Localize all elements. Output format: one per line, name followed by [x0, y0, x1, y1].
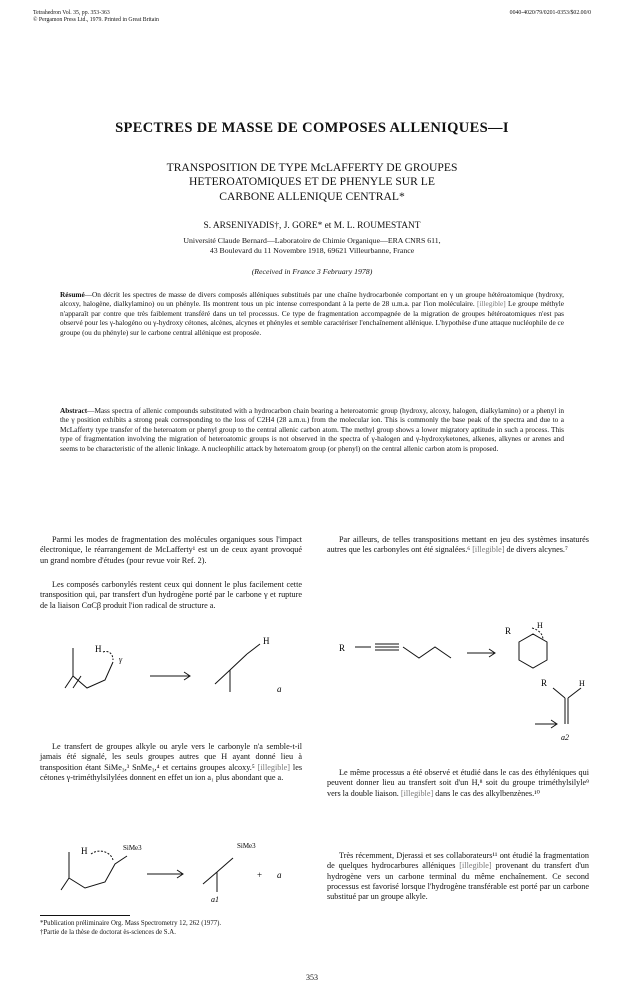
scheme-label: a1: [211, 895, 219, 904]
scheme-label: R: [505, 626, 512, 636]
article-title: SPECTRES DE MASSE DE COMPOSES ALLENIQUES—I: [115, 120, 509, 136]
body-sentence: les cétones γ-triméthylsilylées donnent en effet un ion a₁ plus abondant que a.: [40, 762, 303, 782]
affiliation: [72, 236, 552, 256]
body-paragraph: [40, 580, 302, 611]
article-code: 0040-4020/79/0201-0353/$02.00/0: [509, 10, 591, 16]
footnote-divider: [40, 915, 130, 916]
body-paragraph: [327, 851, 589, 902]
scheme-label: H: [579, 679, 585, 688]
subtitle-line: TRANSPOSITION DE TYPE McLAFFERTY DE GROUPES: [166, 161, 458, 174]
abstract-sentence: —Mass spectra of allenic compounds substituted with a hydrocarbon chain bearing a heteroatomic group (hydroxy, alcoxy, halogen, dialkylamino) or a phenyl in the γ position exhibits a strong peak corresponding to the loss of C2H4 (28 a.m.u.) from the molecular ion.: [60, 406, 564, 425]
body-paragraph: [40, 535, 302, 566]
scheme-label: a: [277, 870, 282, 880]
body-paragraph: [327, 535, 589, 556]
scheme-label: +: [257, 870, 263, 880]
scheme-label: H: [81, 846, 88, 856]
abstract-lead: Abstract: [60, 406, 88, 415]
subtitle-line: HETEROATOMIQUES ET DE PHENYLE SUR LE: [189, 175, 435, 189]
alkyne-allene-scheme: [327, 620, 589, 750]
scheme-label: R: [339, 643, 346, 653]
body-sentence: Parmi les modes de fragmentation des molécules organiques sous l'impact électronique, le réarrangement de McLafferty¹ est un de ceux ayant provoqué un grand nombre d'études (pour revue voir Ref. 2).: [40, 535, 302, 565]
silyl-transfer-scheme: [55, 832, 295, 904]
scheme-label: H: [537, 621, 543, 630]
affiliation-line: Université Claude Bernard—Laboratoire de Chimie Organique—ERA CNRS 611,: [183, 236, 441, 245]
resume-sentence: Le groupe méthyle n'apparaît par contre que très faiblement transféré dans un tel processus.: [60, 299, 565, 318]
journal-line: Tetrahedron Vol. 35, pp. 353-363: [33, 10, 110, 16]
body-sentence: Les composés carbonylés restent ceux qui donnent le plus facilement cette transposition qui, par transfert d'un hydrogène porté par le carbone γ et rupture de la liaison CαCβ produit l'ion radical de structure a.: [40, 580, 302, 610]
subtitle-line: CARBONE ALLENIQUE CENTRAL*: [219, 189, 405, 203]
body-sentence: de divers alcynes.⁷: [506, 545, 568, 555]
body-sentence: Par ailleurs, de telles transpositions mettant en jeu des systèmes insaturés autres que les carbonyles ont été signalées.⁶: [327, 535, 589, 555]
illegible-passage: [illegible]: [476, 299, 506, 309]
scheme-label: SiMe3: [123, 844, 142, 852]
received-date: (Received in France 3 February 1978): [251, 267, 373, 276]
footnote: †Partie de la thèse de doctorat ès-sciences de S.A.: [40, 928, 176, 936]
mclafferty-carbonyl-scheme: [55, 630, 295, 710]
abstract-sentence: This is commonly the base peak of the spectra and due to a McLafferty type transfer of the heteroatom or phenyl group to the central allenic carbon atom.: [60, 415, 564, 434]
body-paragraph: [327, 768, 589, 799]
abstract-sentence: This type of fragmentation involving the migration of heteroatomic groups is not observed in the spectra of γ-halogen and γ-hydroxyketones, alkenes, alkynes or arenes and seems to be characteristic of the allenic linkage.: [60, 424, 564, 453]
body-sentence: Le même processus a été observé et étudié dans le cas des éthyléniques qui peuvent donner lieu au transfert soit d'un H,⁸ soit du groupe triméthylsilyle⁹ vers la double liaison.: [327, 768, 589, 798]
body-paragraph: [40, 742, 302, 783]
scheme-label: γ: [119, 655, 123, 664]
resume-sentence: Ce type de fragmentation accompagnée de la migration de groupes hétéroatomiques n'est pas observé pour les γ-halogéno ou γ-hydroxy cétones, alcènes, alcynes et phényles et semble caractériser l'enchaînement allénique.: [60, 308, 564, 328]
illegible-passage: [illegible]: [257, 762, 290, 772]
english-abstract: [60, 406, 564, 453]
footnote: *Publication préliminaire Org. Mass Spectrometry 12, 262 (1977).: [40, 920, 222, 927]
french-abstract: [60, 290, 564, 337]
illegible-passage: [illegible]: [459, 861, 492, 871]
publisher-line: © Pergamon Press Ltd., 1979. Printed in Great Britain: [33, 17, 159, 24]
abstract-sentence: A nucleophilic attack by heteroatom group (or phenyl) on the central allenic carbon atom is proposed.: [201, 443, 499, 453]
footnotes: [40, 920, 302, 938]
scheme-label: H: [95, 644, 102, 654]
resume-sentence: —On décrit les spectres de masse de divers composés alléniques substitués par une chaîne hydrocarbonée comportant en γ un groupe hétéroatomique (hydroxy, alcoxy, halogène, dialkylamino) ou un phényle.: [60, 290, 564, 309]
masthead-citation: [33, 10, 159, 24]
abstract-sentence: The methyl group shows a lower migratory aptitude in such a process.: [340, 424, 550, 434]
page-number: 353: [306, 973, 318, 982]
journal-masthead: [33, 10, 591, 30]
body-sentence: Très récemment, Djerassi et ses collaborateurs¹¹ ont étudié la fragmentation de quelques hydrocarbures alléniques: [327, 851, 589, 871]
body-sentence: dans le cas des alkylbenzènes.¹⁰: [435, 788, 540, 798]
body-sentence: Le transfert de groupes alkyle ou aryle vers le carbonyle n'a semble-t-il jamais été signalé, les seuls groupes autres que H ayant donné lieu à transposition étant SiMe₃,³ SnMe₃,⁴ et certains groupes alcoxy.⁵: [40, 742, 302, 772]
author-list: S. ARSENIYADIS†, J. GORE* et M. L. ROUMESTANT: [203, 221, 421, 231]
scheme-label: a2: [561, 733, 569, 742]
body-sentence: Ce second processus est favorisé lorsque l'hydrogène transférable est porté par un carbone substitué par un groupe alkyle.: [327, 871, 590, 902]
resume-sentence: Ils montrent tous un pic intense correspondant à la perte de 28 u.m.a. par l'ion moléculaire.: [203, 299, 475, 309]
scheme-label: H: [263, 636, 270, 646]
scheme-label: a: [277, 684, 282, 694]
affiliation-line: 43 Boulevard du 11 Novembre 1918, 69621 Villeurbanne, France: [209, 246, 415, 256]
resume-sentence: L'hypothèse d'une attaque nucléophile de ce groupe (ou du phényle) sur le carbone central allénique est proposée.: [60, 318, 565, 337]
article-subtitle: [92, 161, 532, 204]
resume-lead: Résumé: [60, 290, 85, 299]
scheme-label: SiMe3: [237, 842, 256, 850]
illegible-passage: [illegible]: [400, 788, 434, 798]
scheme-label: R: [541, 678, 548, 688]
body-sentence: provenant du transfert d'un hydrogène vers un carbone terminal du même enchaînement.: [327, 861, 589, 881]
illegible-passage: [illegible]: [472, 545, 505, 555]
